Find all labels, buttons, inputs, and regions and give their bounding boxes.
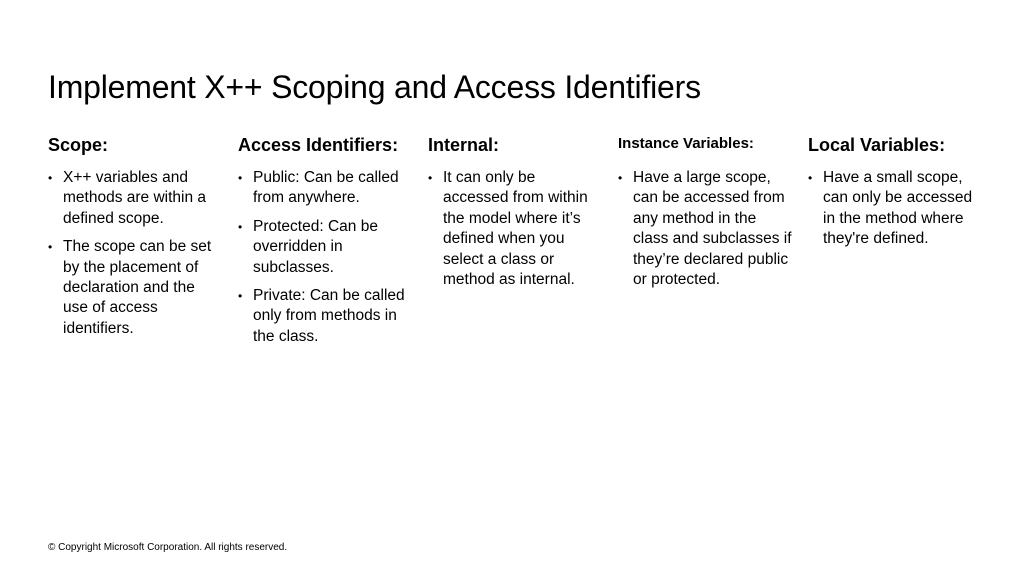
bullet-item bbox=[238, 217, 413, 278]
column-heading: Local Variables: bbox=[808, 135, 946, 155]
column-heading: Scope: bbox=[48, 135, 109, 155]
copyright-footer: © Copyright Microsoft Corporation. All rights reserved. bbox=[48, 542, 288, 553]
bullet-text: Have a large scope, can be accessed from any method in the class and subclasses if they’re declared public or protected. bbox=[633, 169, 792, 289]
column-access-identifiers bbox=[238, 133, 413, 355]
column-heading: Internal: bbox=[428, 135, 500, 155]
bullet-text: Private: Can be called only from methods in the class. bbox=[253, 287, 405, 345]
bullet-text: X++ variables and methods are within a defined scope. bbox=[63, 169, 207, 227]
bullet-icon: • bbox=[808, 171, 813, 185]
bullet-item bbox=[428, 168, 603, 290]
column-heading: Access Identifiers: bbox=[238, 135, 399, 155]
column-local-variables bbox=[808, 133, 983, 258]
bullet-icon: • bbox=[428, 171, 433, 185]
bullet-text: Protected: Can be overridden in subclasses. bbox=[253, 217, 378, 276]
bullet-text: It can only be accessed from within the model where it’s defined when you select a class or method as internal. bbox=[443, 169, 588, 289]
bullet-text: Have a small scope, can only be accessed in the method where they're defined. bbox=[823, 169, 973, 248]
bullet-item bbox=[48, 168, 223, 229]
bullet-icon: • bbox=[238, 289, 243, 304]
column-heading: Instance Variables: bbox=[618, 135, 754, 152]
bullet-icon: • bbox=[238, 171, 243, 185]
slide-title: Implement X++ Scoping and Access Identifiers bbox=[48, 69, 701, 106]
bullet-icon: • bbox=[48, 240, 53, 255]
bullet-list bbox=[428, 168, 603, 290]
bullet-list bbox=[618, 168, 793, 290]
bullet-item bbox=[808, 168, 983, 250]
bullet-item bbox=[238, 168, 413, 209]
column-scope bbox=[48, 133, 223, 347]
bullet-item bbox=[238, 286, 413, 347]
bullet-item bbox=[618, 168, 793, 290]
bullet-list bbox=[238, 168, 413, 347]
bullet-item bbox=[48, 237, 223, 339]
bullet-text: The scope can be set by the placement of declaration and the use of access identifiers. bbox=[63, 238, 212, 337]
bullet-icon: • bbox=[48, 171, 53, 185]
bullet-text: Public: Can be called from anywhere. bbox=[253, 169, 399, 207]
column-internal bbox=[428, 133, 603, 298]
column-instance-variables bbox=[618, 133, 793, 298]
bullet-list bbox=[48, 168, 223, 339]
bullet-icon: • bbox=[618, 171, 623, 185]
bullet-list bbox=[808, 168, 983, 250]
bullet-icon: • bbox=[238, 219, 243, 234]
